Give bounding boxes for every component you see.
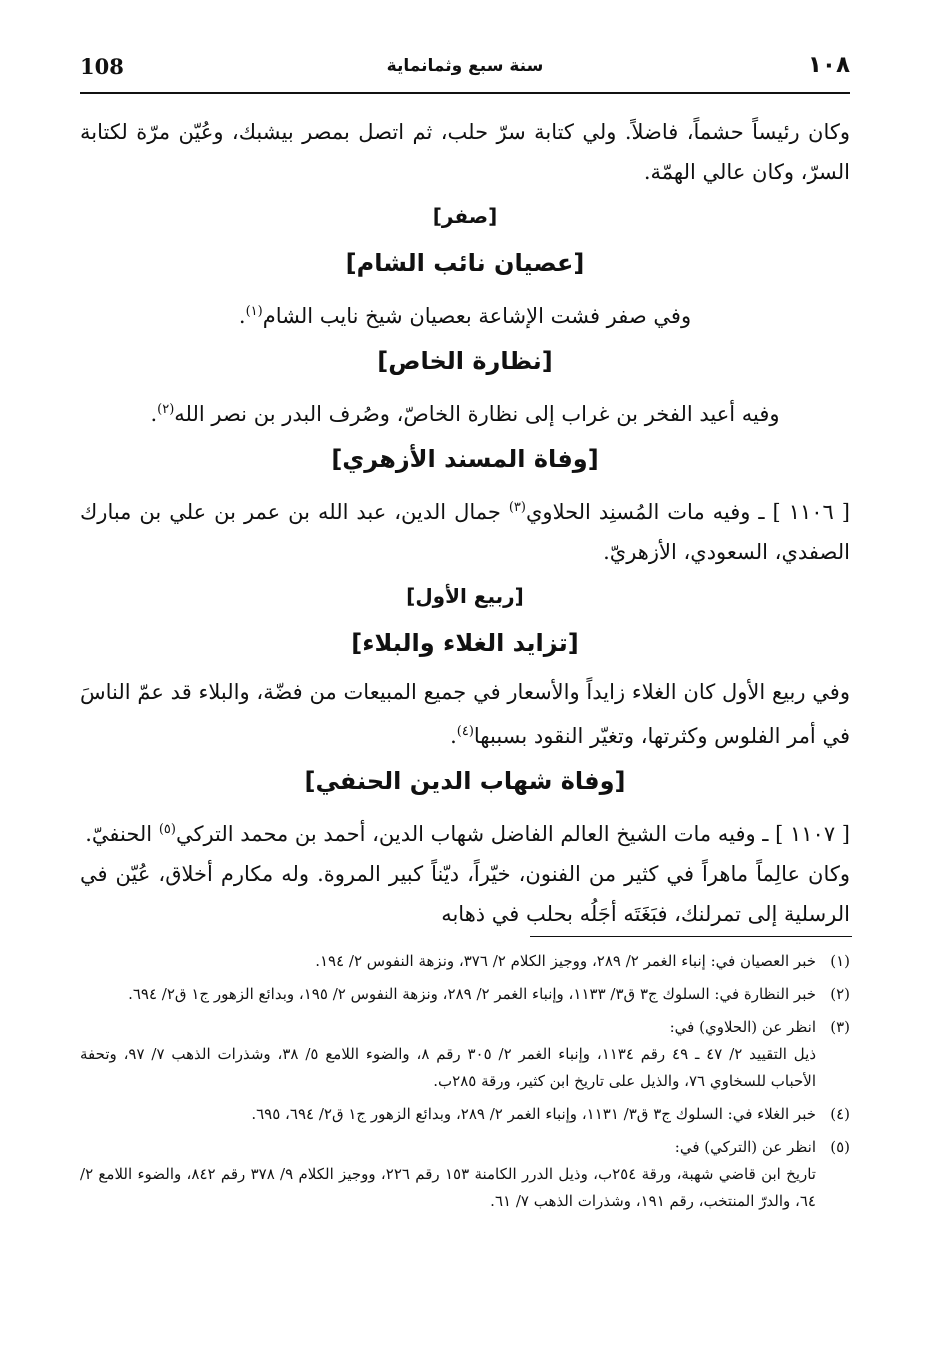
footnote-line: خبر النظارة في: السلوك ج٣ ق٣/ ١١٣٣، وإنباء الغمر ٢/ ٢٨٩، ونزهة النفوس ٢/ ١٩٥، وبدائع الزهور ج١ ق٢/ ٦٩٤.	[128, 985, 816, 1003]
section-heading-wafat-hanafi: [وفاة شهاب الدين الحنفي]	[304, 767, 626, 795]
footnote-item	[80, 1134, 850, 1215]
footnote-line: خبر العصيان في: إنباء الغمر ٢/ ٢٨٩، ووجيز الكلام ٢/ ٣٧٦، ونزهة النفوس ٢/ ١٩٤.	[315, 952, 816, 970]
footnote-item	[80, 1101, 850, 1128]
main-text	[80, 112, 850, 934]
paragraph	[80, 672, 850, 756]
footnote-item	[80, 1014, 850, 1095]
footnote-text	[80, 1014, 816, 1095]
paragraph: وكان عالِماً ماهراً في كثير من الفنون، خيّراً، ديّناً كبير المروة. وله مكارم أخلاق، عُيّن في الرسلية إلى تمرلنك، فبَغَتَه أجَلُه بحلب في ذهابه	[80, 862, 850, 926]
footnote-text	[80, 981, 816, 1008]
footnotes	[80, 948, 850, 1221]
footnote-ref: (٥)	[158, 822, 176, 837]
footnote-number: (٣)	[830, 1018, 850, 1036]
footnote-text	[80, 1101, 816, 1128]
section-heading-safar: [صفر]	[432, 204, 498, 228]
section-heading-rabi: [ربيع الأول]	[406, 584, 524, 608]
section-heading-isyan: [عصيان نائب الشام]	[345, 249, 585, 277]
footnote-ref: (١)	[245, 304, 263, 319]
section-heading-ghala: [تزايد الغلاء والبلاء]	[351, 629, 579, 657]
footnote-line: انظر عن (الحلاوي) في:	[669, 1018, 816, 1036]
footnote-ref: (٢)	[157, 402, 175, 417]
footnote-text	[80, 948, 816, 975]
paragraph	[80, 488, 850, 572]
footnote-item	[80, 948, 850, 975]
paragraph-text: وفي ربيع الأول كان الغلاء زايداً والأسعار في جميع المبيعات من فضّة، والبلاء قد عمّ الناسَ في أمر الفلوس وكثرتها، وتغيّر النقود بسببها	[80, 680, 850, 748]
footnote-item	[80, 981, 850, 1008]
paragraph-text: الحنفيّ.	[85, 822, 159, 846]
footnote-line: انظر عن (التركي) في:	[674, 1138, 816, 1156]
footnote-number: (٢)	[830, 985, 850, 1003]
footnote-line: ذيل التقييد ٢/ ٤٧ ـ ٤٩ رقم ١١٣٤، وإنباء الغمر ٢/ ٣٠٥ رقم ٨، والضوء اللامع ٥/ ٣٨، وشذرات الذهب ٧/ ٩٧، وتحفة الأحباب للسخاوي ٧٦، والذيل على تاريخ ابن كثير، ورقة ٢٨٥ب.	[80, 1045, 817, 1090]
paragraph-end: .	[150, 402, 158, 426]
paragraph-text: وفيه أعيد الفخر بن غراب إلى نظارة الخاصّ، وصُرف البدر بن نصر الله	[174, 402, 780, 426]
paragraph-text: [ ١١٠٦ ] ـ وفيه مات المُسنِد الحلاوي	[525, 500, 850, 524]
footnote-number: (٤)	[830, 1105, 850, 1123]
page	[80, 50, 850, 934]
paragraph-text: وفي صفر فشت الإشاعة بعصيان شيخ نايب الشام	[262, 304, 692, 328]
page-header	[80, 50, 850, 94]
paragraph-text: جمال الدين، عبد الله بن عمر بن علي بن مبارك الصفدي، السعودي، الأزهريّ.	[80, 500, 850, 564]
footnote-ref: (٣)	[508, 500, 526, 515]
page-number-latin: 108	[80, 54, 124, 79]
paragraph: وكان رئيساً حشماً، فاضلاً. ولي كتابة سرّ حلب، ثم اتصل بمصر بيشبك، وعُيّن مرّة لكتابة السرّ، وكان عالي الهمّة.	[80, 120, 850, 184]
paragraph-end: .	[450, 724, 457, 748]
paragraph	[80, 390, 850, 434]
footnote-line: تاريخ ابن قاضي شهبة، ورقة ٢٥٤ب، وذيل الدرر الكامنة ١٥٣ رقم ٢٢٦، ووجيز الكلام ٩/ ٣٧٨ رقم ٨٤٢، والضوء اللامع ٢/ ٦٤، والدرّ المنتخب، رقم ١٩١، وشذرات الذهب ٧/ ٦١.	[80, 1165, 816, 1210]
paragraph	[80, 810, 850, 854]
paragraph-text: [ ١١٠٧ ] ـ وفيه مات الشيخ العالم الفاضل شهاب الدين، أحمد بن محمد التركي	[175, 822, 850, 846]
page-number-arabic: ١٠٨	[807, 52, 850, 78]
footnote-text	[80, 1134, 816, 1215]
section-heading-nazara: [نظارة الخاص]	[377, 347, 553, 375]
paragraph-end: .	[238, 304, 246, 328]
footnote-number: (١)	[830, 952, 850, 970]
footnote-ref: (٤)	[456, 724, 474, 739]
footnote-separator	[530, 936, 852, 937]
footnote-number: (٥)	[830, 1138, 850, 1156]
paragraph	[80, 292, 850, 336]
section-heading-wafat-azhari: [وفاة المسند الأزهري]	[331, 445, 599, 473]
footnote-line: خبر الغلاء في: السلوك ج٣ ق٣/ ١١٣١، وإنباء الغمر ٢/ ٢٨٩، وبدائع الزهور ج١ ق٢/ ٦٩٤، ٦٩٥.	[251, 1105, 816, 1123]
running-title: سنة سبع وثمانماية	[386, 56, 544, 76]
